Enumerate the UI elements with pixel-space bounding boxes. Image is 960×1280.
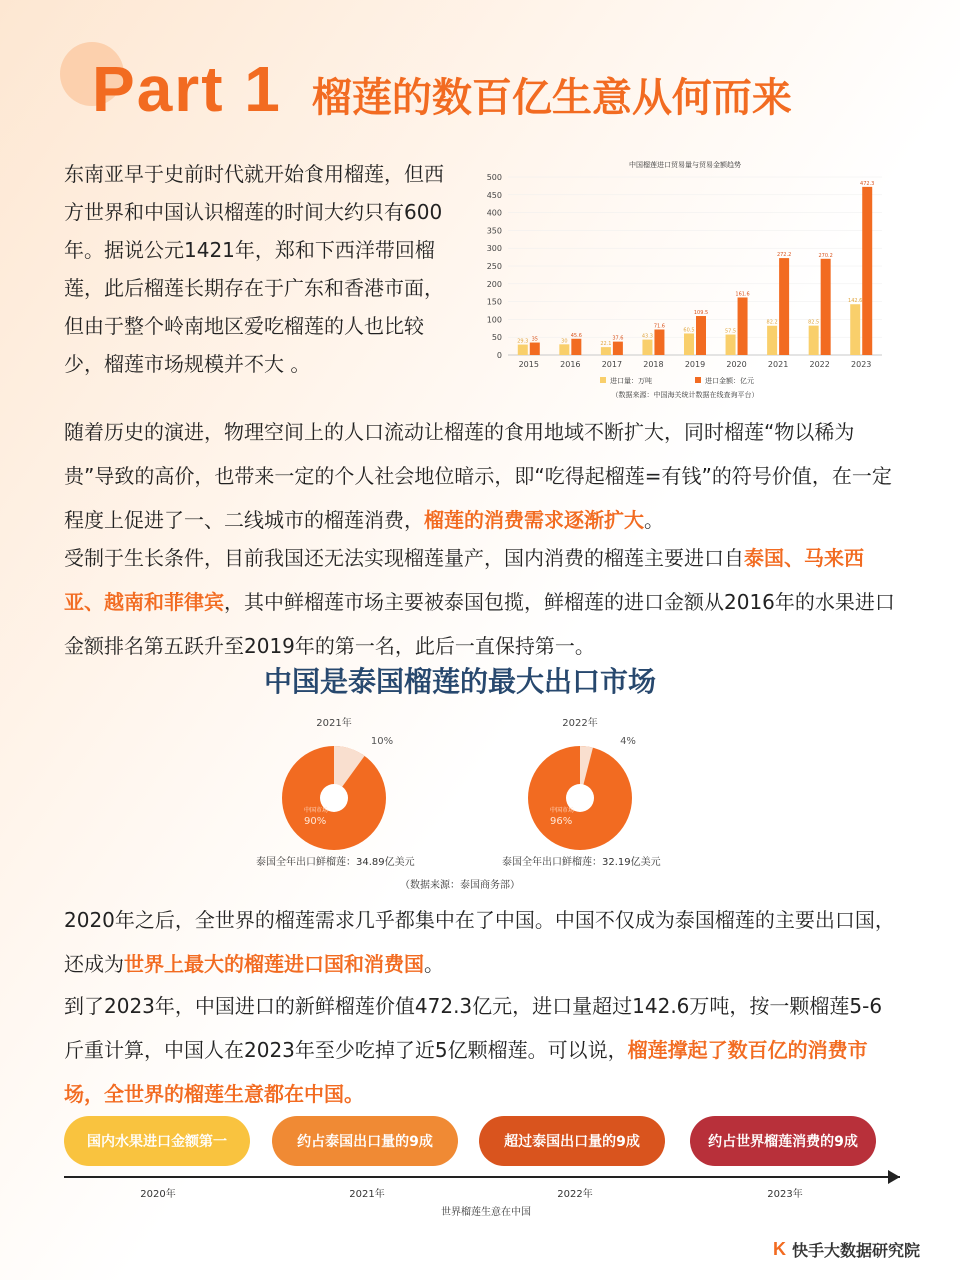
timeline-pill-2020: 国内水果进口金额第一 [64,1116,250,1166]
bar-value [862,187,872,355]
paragraph-2023-highlight: 榴莲撑起了数百亿的消费市场，全世界的榴莲生意都在中国。 [64,1038,868,1106]
timeline-caption: 世界榴莲生意在中国 [441,1207,531,1218]
y-tick-label: 0 [496,351,502,360]
timeline-year: 2020年 [140,1189,176,1200]
bar-volume [850,304,860,355]
y-tick-label: 350 [486,226,502,236]
pie-year: 2021年 [316,718,352,729]
bar-value [571,339,581,355]
bar-volume [684,333,694,355]
bar-value [654,330,664,355]
data-label: 37.6 [612,335,624,342]
paragraph-demand-b: 。 [424,952,444,976]
timeline-arrow-icon [888,1170,900,1184]
data-label: 71.6 [653,323,666,330]
y-tick-label: 100 [486,315,502,325]
bar-value [821,259,831,355]
data-label: 35 [531,336,538,343]
y-tick-label: 300 [486,244,502,254]
bar-volume [642,340,652,355]
data-label: 142.6 [848,298,863,305]
x-tick-label: 2021 [767,360,789,369]
timeline-pill-2022: 超过泰国出口量的9成 [479,1116,665,1166]
pie-source: （数据来源：泰国商务部） [400,880,520,891]
brand-footer [773,1238,920,1261]
pie-china-pct: 90% [304,816,327,827]
chart-title: 中国榴莲进口贸易量与贸易金额趋势 [629,161,741,169]
data-label: 30 [561,338,568,345]
timeline-axis [64,1176,900,1178]
bar-value [779,258,789,355]
bar-value [613,342,623,355]
y-tick-label: 150 [486,297,502,307]
data-label: 472.3 [860,180,875,187]
section-title: 中国是泰国榴莲的最大出口市场 [263,665,656,698]
paragraph-history-end: 。 [644,508,664,532]
timeline-year: 2023年 [767,1189,803,1200]
page-header [92,52,792,126]
data-label: 43.3 [641,333,654,340]
y-tick-label: 450 [486,190,502,200]
x-tick-label: 2017 [601,360,623,369]
timeline-pills [64,1116,896,1166]
pie-other-pct: 10% [370,736,394,747]
bar-volume [601,347,611,355]
x-tick-label: 2022 [809,360,830,369]
timeline-pill-2021: 约占泰国出口量的9成 [272,1116,458,1166]
chart-source: （数据来源：中国海关统计数据在线查询平台） [611,391,759,399]
paragraph-history-highlight: 榴莲的消费需求逐渐扩大 [424,508,644,532]
data-label: 161.6 [735,291,750,298]
data-label: 109.5 [693,310,709,317]
data-label: 82.2 [766,319,778,326]
pie-2022-svg [478,712,678,862]
brand-name: 快手大数据研究院 [791,1241,920,1260]
x-tick-label: 2018 [643,360,664,369]
paragraph-2023 [64,984,896,1116]
legend-label: 进口量：万吨 [610,377,652,385]
legend-label: 进口金额：亿元 [705,377,754,385]
pie-china-label: 中国市场 [304,807,329,814]
pie-chart-2021 [232,712,432,862]
pie-2021-footnote: 泰国全年出口鲜榴莲：34.89亿美元 [256,857,415,868]
data-label: 272.2 [776,252,792,259]
y-tick-label: 500 [486,173,502,182]
bar-value [530,343,540,355]
pie-chart-2022 [478,712,678,862]
paragraph-import-sources-b: ，其中鲜榴莲市场主要被泰国包揽，鲜榴莲的进口金额从2016年的水果进口金额排名第五跃升至2019年的第一名，此后一直保持第一。 [64,590,895,658]
import-trend-chart [470,155,890,405]
bar-volume [559,344,569,355]
page-title: 榴莲的数百亿生意从何而来 [311,75,792,121]
data-label: 22.1 [600,341,612,348]
bar-volume [767,326,777,355]
x-tick-label: 2020 [726,360,747,369]
paragraph-import-sources-a: 受制于生长条件，目前我国还无法实现榴莲量产，国内消费的榴莲主要进口自 [64,546,744,570]
legend-swatch [695,377,701,383]
bar-chart-svg [470,155,890,405]
bar-value [696,316,706,355]
data-label: 60.5 [683,327,695,334]
paragraph-demand-highlight: 世界上最大的榴莲进口国和消费国 [124,952,424,976]
part-label: Part 1 [92,53,282,125]
pie-china-label: 中国市场 [550,807,575,814]
paragraph-history-text: 随着历史的演进，物理空间上的人口流动让榴莲的食用地域不断扩大，同时榴莲“物以稀为贵”导致的高价，也带来一定的个人社会地位暗示，即“吃得起榴莲=有钱”的符号价值，在一定程度上促进了一、二线城市的榴莲消费， [64,420,892,532]
x-tick-label: 2015 [518,360,539,369]
data-label: 82.5 [808,319,820,326]
pie-year: 2022年 [562,718,598,729]
bar-volume [518,345,528,355]
bar-volume [809,326,819,355]
paragraph-import-sources-highlight: 泰国、马来西亚、越南和菲律宾 [64,546,864,614]
pie-2021-svg [232,712,432,862]
timeline-year: 2022年 [557,1189,593,1200]
data-label: 57.5 [724,328,737,335]
paragraph-demand [64,898,896,986]
pie-2022-footnote: 泰国全年出口鲜榴莲：32.19亿美元 [502,857,661,868]
x-tick-label: 2023 [851,360,872,369]
bar-value [738,297,748,355]
data-label: 29.3 [517,338,529,345]
legend-swatch [600,377,606,383]
x-tick-label: 2016 [560,360,581,369]
bar-volume [726,335,736,355]
paragraph-demand-a: 2020年之后，全世界的榴莲需求几乎都集中在了中国。中国不仅成为泰国榴莲的主要出口国，还成为 [64,908,895,976]
y-tick-label: 400 [486,208,502,218]
y-tick-label: 200 [486,279,502,289]
pie-china-pct: 96% [550,816,573,827]
paragraph-2023-a: 到了2023年，中国进口的新鲜榴莲价值472.3亿元，进口量超过142.6万吨，按一颗榴莲5-6斤重计算，中国人在2023年至少吃掉了近5亿颗榴莲。可以说， [64,994,883,1062]
paragraph-history [64,410,896,542]
y-tick-label: 50 [491,333,502,343]
data-label: 270.2 [818,252,833,259]
pie-other-pct: 4% [620,736,636,747]
x-tick-label: 2019 [684,360,706,369]
kuaishou-logo-icon: K [772,1239,786,1259]
data-label: 45.6 [570,332,582,339]
paragraph-import-sources [64,536,896,668]
intro-paragraph: 东南亚早于史前时代就开始食用榴莲，但西方世界和中国认识榴莲的时间大约只有600年。据说公元1421年，郑和下西洋带回榴莲，此后榴莲长期存在于广东和香港市面，但由于整个岭南地区爱吃榴莲的人也比较少，榴莲市场规模并不大 。 [64,162,444,376]
timeline-year: 2021年 [349,1189,385,1200]
y-tick-label: 250 [486,262,502,271]
timeline-pill-2023: 约占世界榴莲消费的9成 [690,1116,876,1166]
